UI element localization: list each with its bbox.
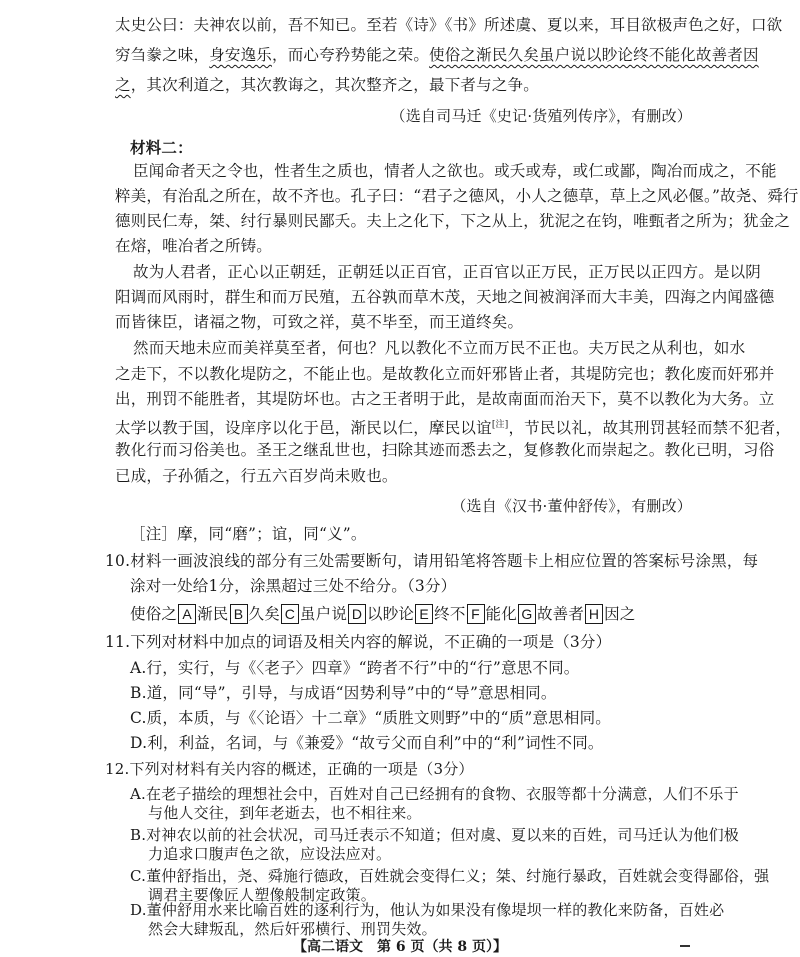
segment: 久矣: [248, 605, 280, 623]
question-12-option-b-cont: 力追求口腹声色之欲，应设法应对。: [148, 845, 392, 863]
material2-note: ［注］摩，同“磨”；谊，同“义”。: [130, 525, 367, 543]
answer-box-c[interactable]: C: [281, 604, 299, 624]
question-12-option-d[interactable]: D.董仲舒用水来比喻百姓的逐利行为，他认为如果没有像堤坝一样的教化来防备，百姓必: [130, 901, 725, 919]
question-12-option-a-cont: 与他人交往，到年老逝去，也不相往来。: [148, 804, 422, 822]
question-11-stem: 11.下列对材料中加点的词语及相关内容的解说，不正确的一项是（3分）: [105, 633, 612, 651]
material2-line-5: 故为人君者，正心以正朝廷，正朝廷以正百官，正百官以正万民，正万民以正四方。是以阴: [133, 263, 762, 281]
segment: 终不: [434, 605, 466, 623]
wavy-underlined-passage-end: 之: [115, 76, 131, 94]
material2-line-1: 臣闻命者天之令也，性者生之质也，情者人之欲也。或夭或寿，或仁或鄙，陶冶而成之，不能: [133, 162, 777, 180]
segment: 能化: [485, 605, 517, 623]
answer-box-d[interactable]: D: [348, 604, 366, 624]
material2-line-10: 出，刑罚不能胜者，其堤防坏也。古之王者明于此，是故南面而治天下，莫不以教化为大务。立: [115, 390, 775, 408]
question-11-option-b[interactable]: B.道，同“导”，引导，与成语“因势利导”中的“导”意思相同。: [130, 684, 557, 702]
answer-box-g[interactable]: G: [518, 604, 536, 624]
question-11-option-d[interactable]: D.利，利益，名词，与《兼爱》“故亏父而自利”中的“利”词性不同。: [130, 734, 604, 752]
question-11-option-a[interactable]: A.行，实行，与《〈老子〉四章》“跨者不行”中的“行”意思不同。: [130, 659, 580, 677]
material1-line3-rest: ，其次利道之，其次教诲之，其次整齐之，最下者与之争。: [130, 76, 539, 94]
answer-box-e[interactable]: E: [415, 604, 433, 624]
material1-line2-mid: ，而心夸矜势能之荣。: [272, 46, 430, 64]
material2-line-8: 然而天地未应而美祥莫至者，何也？凡以教化不立而万民不正也。夫万民之从利也，如水: [133, 339, 746, 357]
corner-mark: [680, 945, 690, 947]
answer-box-b[interactable]: B: [230, 604, 248, 624]
question-12-option-a[interactable]: A.在老子描绘的理想社会中，百姓对自己已经拥有的食物、衣服等都十分满意，人们不乐于: [130, 785, 739, 803]
wavy-underlined-passage: 使俗之渐民久矣虽户说以眇论终不能化故善者因: [429, 46, 759, 64]
material2-line11-b: ，节民以礼，故其刑罚甚轻而禁不犯者，: [508, 419, 792, 438]
question-10-stem-2: 涂对一处给1分，涂黑超过三处不给分。（3分）: [130, 577, 457, 595]
segment: 因之: [604, 605, 636, 623]
material2-line-2: 粹美，有治乱之所在，故不齐也。孔子曰：“君子之德风，小人之德草，草上之风必偃。”故尧、舜行: [115, 187, 799, 205]
page-footer: 【高二语文 第 6 页（共 8 页）】: [293, 939, 507, 955]
material2-heading: 材料二：: [130, 138, 193, 157]
material1-source: （选自司马迁《史记·货殖列传序》，有删改）: [390, 107, 692, 125]
material2-line-11: [115, 415, 791, 438]
question-12-option-c[interactable]: C.董仲舒指出，尧、舜施行德政，百姓就会变得仁义；桀、纣施行暴政，百姓就会变得鄙俗，强: [130, 867, 770, 885]
material2-line-13: 已成，子孙循之，行五六百岁尚未败也。: [115, 467, 398, 485]
material1-line-1: 太史公曰：夫神农以前，吾不知已。至若《诗》《书》所述虞、夏以来，耳目欲极声色之好，口欲: [115, 16, 783, 34]
material1-line2-plain: 穷刍豢之味，: [115, 46, 210, 64]
answer-box-f[interactable]: F: [467, 604, 485, 624]
question-10-stem-1: 10.材料一画波浪线的部分有三处需要断句，请用铅笔将答题卡上相应位置的答案标号涂黑，每: [105, 552, 759, 570]
question-12-stem: 12.下列对材料有关内容的概述，正确的一项是（3分）: [105, 760, 474, 778]
material2-line-4: 在熔，唯冶者之所铸。: [115, 237, 273, 255]
question-10-break-options: [130, 604, 635, 624]
question-12-option-c-cont: 调君主要像匠人塑像般制定政策。: [148, 886, 377, 904]
material2-source: （选自《汉书·董仲舒传》，有删改）: [451, 497, 692, 515]
material2-line11-a: 太学以教于国，设庠序以化于邑，渐民以仁，摩民以谊: [115, 419, 492, 438]
segment: 以眇论: [367, 605, 415, 623]
segment: 渐民: [197, 605, 229, 623]
answer-box-a[interactable]: A: [178, 604, 196, 624]
material2-line-12: 教化行而习俗美也。圣王之继乱世也，扫除其迹而悉去之，复修教化而崇起之。教化已明，习俗: [115, 441, 775, 459]
material1-line-2: [115, 45, 759, 65]
question-11-option-c[interactable]: C.质，本质，与《〈论语〉十二章》“质胜文则野”中的“质”意思相同。: [130, 709, 611, 727]
question-12-option-b[interactable]: B.对神农以前的社会状况，司马迁表示不知道；但对虞、夏以来的百姓，司马迁认为他们极: [130, 826, 739, 844]
segment: 使俗之: [130, 605, 178, 623]
material1-line-3: [115, 75, 539, 95]
material2-line-3: 德则民仁寿，桀、纣行暴则民鄙夭。夫上之化下，下之从上，犹泥之在钧，唯甄者之所为；犹金之: [115, 212, 791, 230]
wavy-underlined-text: 身安逸乐: [209, 46, 273, 64]
material2-line-7: 而皆徕臣，诸福之物，可致之祥，莫不毕至，而王道终矣。: [115, 313, 524, 331]
segment: 故善者: [536, 605, 585, 623]
note-marker: [注]: [491, 420, 509, 430]
answer-box-h[interactable]: H: [585, 604, 603, 624]
question-12-option-d-cont: 然会大肆叛乱，然后奸邪横行、刑罚失效。: [148, 920, 437, 938]
segment: 虽户说: [299, 605, 348, 623]
material2-line-9: 之走下，不以教化堤防之，不能止也。是故教化立而奸邪皆止者，其堤防完也；教化废而奸邪并: [115, 365, 775, 383]
material2-line-6: 阳调而风雨时，群生和而万民殖，五谷孰而草木茂，天地之间被润泽而大丰美，四海之内闻盛德: [115, 288, 775, 306]
